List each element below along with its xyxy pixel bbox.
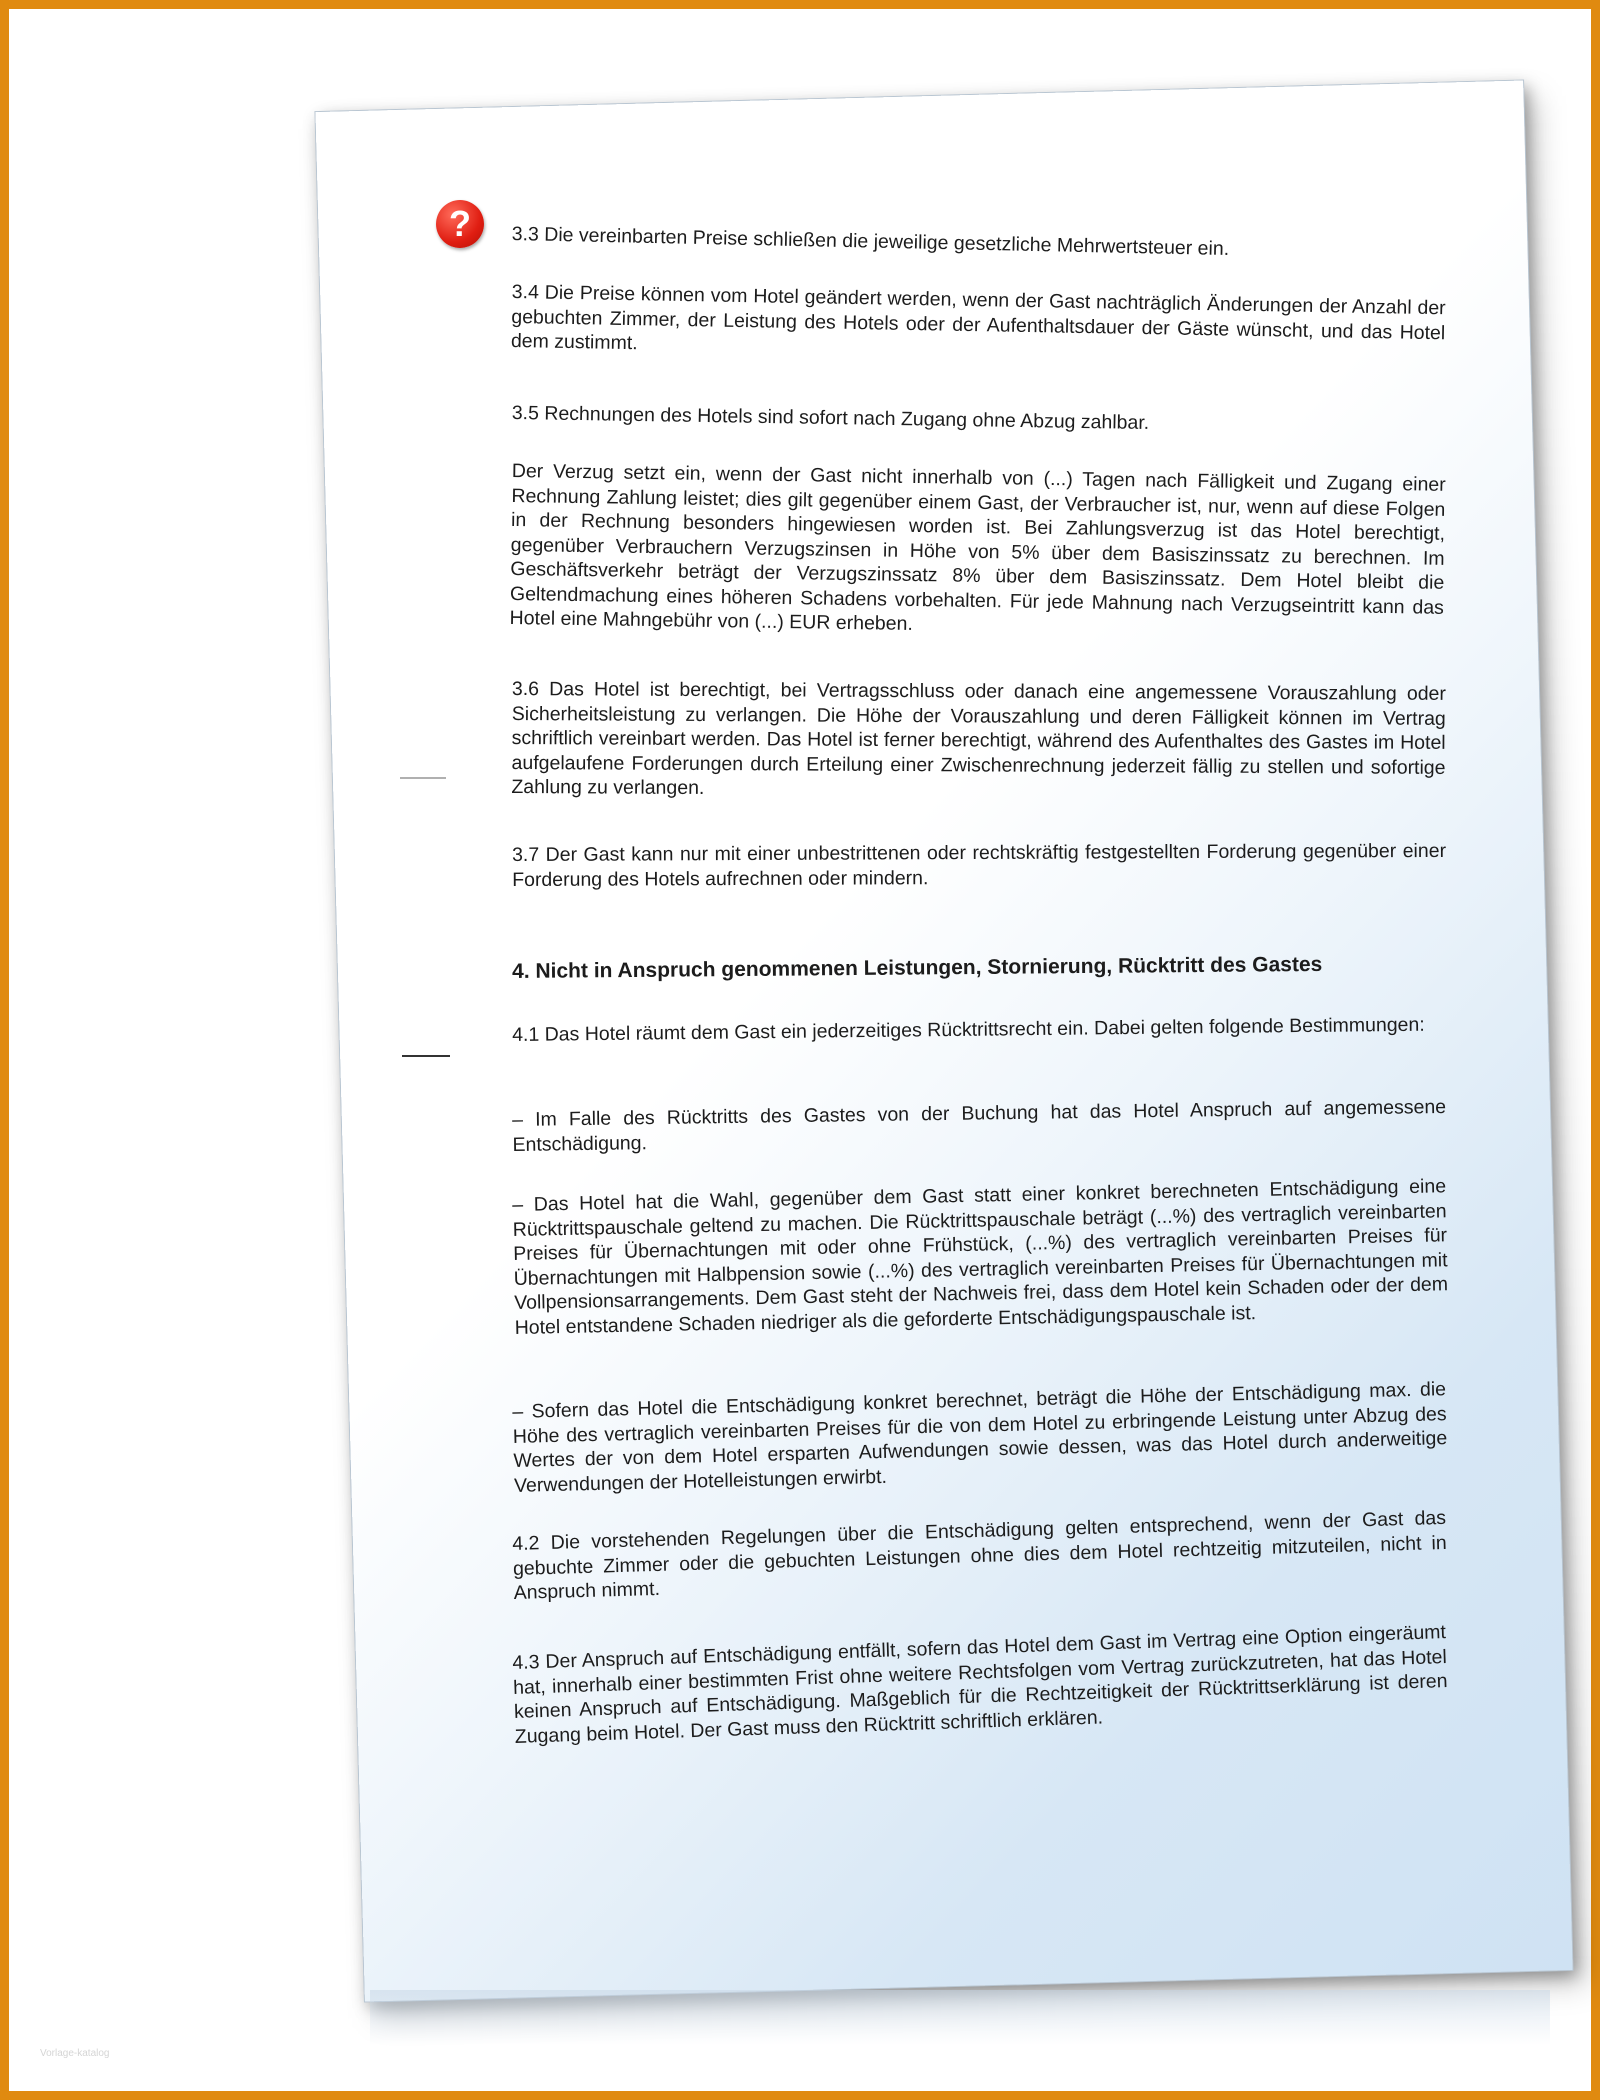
margin-mark — [400, 777, 446, 779]
paragraph-3-6: 3.6 Das Hotel ist berechtigt, bei Vertragsschluss oder danach eine angemessene Vorauszahlung oder Sicherheitsleistung zu verlangen. Die Höhe der Vorauszahlung und deren Fälligkeit können im Vertrag schriftlich vereinbart werden. Das Hotel ist ferner berechtigt, während des Aufenthaltes des Gastes im Hotel aufgelaufene Forderungen durch Erteilung einer Zwischenrechnung jederzeit fällig zu stellen und sofortige Zahlung zu verlangen. — [511, 678, 1446, 800]
question-mark-icon[interactable]: ? — [436, 200, 484, 248]
paragraph-4-1: 4.1 Das Hotel räumt dem Gast ein jederzeitiges Rücktrittsrecht ein. Dabei gelten folgende Bestimmungen: — [512, 1013, 1425, 1046]
paragraph-3-5-verzug: Der Verzug setzt ein, wenn der Gast nicht innerhalb von (...) Tagen nach Fälligkeit und Zugang einer Rechnung Zahlung leistet; dies gilt gegenüber einem Gast, der Verbraucher ist, nur, wenn auf diese Folgen in der Rechnung besonders hingewiesen worden ist. Bei Zahlungsverzug ist das Hotel berechtigt, gegenüber Verbrauchern Verzugszinsen in Höhe von 5% über dem Basiszinssatz zu berechnen. Im Geschäftsverkehr beträgt der Verzugszinssatz 8% über dem Basiszinssatz. Dem Hotel bleibt die Geltendmachung eines höheren Schadens vorbehalten. Für jede Mahnung nach Verzugseintritt kann das Hotel eine Mahngebühr von (...) EUR erheben. — [509, 459, 1446, 635]
paragraph-3-5: 3.5 Rechnungen des Hotels sind sofort nach Zugang ohne Abzug zahlbar. — [511, 401, 1150, 435]
paragraph-3-7: 3.7 Der Gast kann nur mit einer unbestrittenen oder rechtskräftig festgestellten Forderung gegenüber einer Forderung des Hotels aufrechnen oder mindern. — [512, 839, 1447, 891]
paragraph-4-1-b: – Das Hotel hat die Wahl, gegenüber dem Gast statt einer konkret berechneten Entschädigung eine Rücktrittspauschale geltend zu machen. Die Rücktrittspauschale beträgt (...%) des vertraglich vereinbarten Preises für Übernachtungen mit oder ohne Frühstück, (...%) des vertraglich vereinbarten Preises für Übernachtungen mit Halbpension sowie (...%) des vertraglich vereinbarten Preises für Übernachtungen mit Vollpensionsarrangements. Dem Gast steht der Nachweis frei, dass dem Hotel kein Schaden oder der dem Hotel entstandene Schaden niedriger als die geforderte Entschädigungspauschale ist. — [512, 1175, 1449, 1339]
page-reflection — [370, 1990, 1550, 2045]
paragraph-4-2: 4.2 Die vorstehenden Regelungen über die Entschädigung gelten entsprechend, wenn der Gast das gebuchte Zimmer oder die gebuchten Leistungen ohne dies dem Hotel rechtzeitig mitzuteilen, nicht in Anspruch nimmt. — [512, 1506, 1447, 1604]
paragraph-4-3: 4.3 Der Anspruch auf Entschädigung entfällt, sofern das Hotel dem Gast im Vertrag eine Option eingeräumt hat, innerhalb einer bestimmten Frist ohne weitere Rechtsfolgen vom Vertrag zurückzutreten, hat das Hotel keinen Anspruch auf Entschädigung. Maßgeblich für die Rechtzeitigkeit der Rücktrittserklärung ist deren Zugang beim Hotel. Der Gast muss den Rücktritt schriftlich erklären. — [512, 1621, 1448, 1748]
watermark: Vorlage-katalog — [40, 2048, 110, 2059]
paragraph-3-3: 3.3 Die vereinbarten Preise schließen die jeweilige gesetzliche Mehrwertsteuer ein. — [511, 222, 1230, 261]
paragraph-3-4: 3.4 Die Preise können vom Hotel geändert werden, wenn der Gast nachträglich Änderungen der Anzahl der gebuchten Zimmer, der Leistung des Hotels oder der Aufenthaltsdauer der Gäste wünscht, und das Hotel dem zustimmt. — [510, 280, 1446, 355]
paragraph-4-1-a: – Im Falle des Rücktritts des Gastes von der Buchung hat das Hotel Anspruch auf angemessene Entschädigung. — [512, 1095, 1447, 1156]
margin-mark — [402, 1055, 450, 1057]
section-heading-4: 4. Nicht in Anspruch genommenen Leistungen, Stornierung, Rücktritt des Gastes — [512, 952, 1323, 983]
paragraph-4-1-c: – Sofern das Hotel die Entschädigung konkret berechnet, beträgt die Höhe der Entschädigung max. die Höhe des vertraglich vereinbarten Preises für die von dem Hotel zu erbringende Leistung unter Abzug des Wertes der von dem Hotel ersparten Aufwendungen sowie dessen, was das Hotel durch anderweitige Verwendungen der Hotelleistungen erwirbt. — [512, 1378, 1448, 1497]
